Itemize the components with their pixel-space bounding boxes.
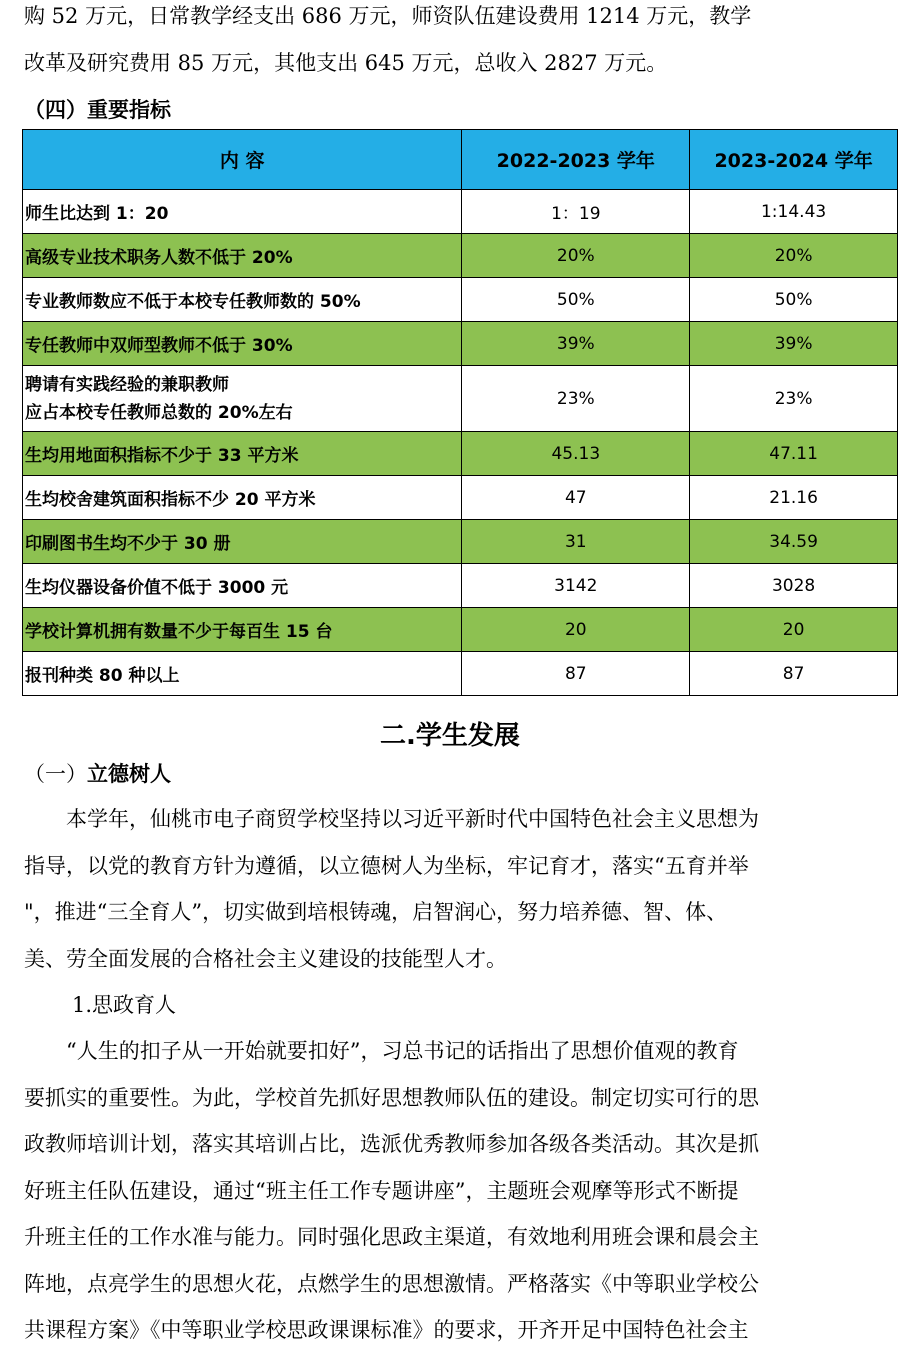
row-value-2023: 20% [690, 234, 898, 278]
row-value-2022: 20% [462, 234, 690, 278]
row-value-2023: 21.16 [690, 476, 898, 520]
row-value-2023: 47.11 [690, 432, 898, 476]
moral-education-paragraph [24, 796, 876, 982]
table-row [23, 608, 898, 652]
row-value-2022: 47 [462, 476, 690, 520]
row-value-2022: 50% [462, 278, 690, 322]
header-year-2022: 2022-2023 学年 [462, 130, 690, 190]
table-row [23, 520, 898, 564]
paragraph-line: 共课程方案》《中等职业学校思政课课标准》的要求，开齐开足中国特色社会主 [24, 1318, 749, 1342]
table-header-row [23, 130, 898, 190]
section-four-heading: （四）重要指标 [24, 98, 171, 122]
row-value-2023: 23% [690, 366, 898, 432]
row-value-2022: 31 [462, 520, 690, 564]
row-value-2023: 20 [690, 608, 898, 652]
row-label: 生均校舍建筑面积指标不少 20 平方米 [23, 476, 462, 520]
row-value-2022: 20 [462, 608, 690, 652]
table-row [23, 234, 898, 278]
key-indicators-table [22, 129, 898, 696]
intro-paragraph [24, 0, 876, 86]
header-content: 内 容 [23, 130, 462, 190]
ideological-education-paragraph [24, 1028, 876, 1354]
row-label: 高级专业技术职务人数不低于 20% [23, 234, 462, 278]
row-label: 生均仪器设备价值不低于 3000 元 [23, 564, 462, 608]
section-two-heading: 二.学生发展 [380, 721, 520, 751]
row-value-2022: 45.13 [462, 432, 690, 476]
intro-line: 改革及研究费用 85 万元，其他支出 645 万元，总收入 2827 万元。 [24, 50, 668, 75]
paragraph-line: “人生的扣子从一开始就要扣好”，习总书记的话指出了思想价值观的教育 [66, 1039, 739, 1063]
row-value-2023: 87 [690, 652, 898, 696]
paragraph-line: "，推进“三全育人”，切实做到培根铸魂，启智润心，努力培养德、智、体、 [24, 900, 728, 924]
row-label-line: 应占本校专任教师总数的 20%左右 [25, 402, 293, 423]
intro-line: 购 52 万元，日常教学经支出 686 万元，师资队伍建设费用 1214 万元，教学 [24, 4, 752, 28]
subsection-one-heading [24, 758, 171, 788]
table-row [23, 278, 898, 322]
table-row [23, 652, 898, 696]
paragraph-line: 指导，以党的教育方针为遵循，以立德树人为坐标，牢记育才，落实“五育并举 [24, 853, 749, 878]
row-label: 生均用地面积指标不少于 33 平方米 [23, 432, 462, 476]
row-label: 报刊种类 80 种以上 [23, 652, 462, 696]
paragraph-line: 要抓实的重要性。为此，学校首先抓好思想教师队伍的建设。制定切实可行的思 [24, 1085, 759, 1110]
paragraph-line: 升班主任的工作水准与能力。同时强化思政主渠道，有效地利用班会课和晨会主 [24, 1225, 759, 1249]
row-label-line: 聘请有实践经验的兼职教师 [25, 374, 229, 395]
subsection-one-title: 立德树人 [87, 762, 171, 786]
row-value-2022: 23% [462, 366, 690, 432]
row-value-2023: 3028 [690, 564, 898, 608]
row-value-2023: 50% [690, 278, 898, 322]
row-value-2023: 1:14.43 [690, 190, 898, 234]
row-value-2022: 3142 [462, 564, 690, 608]
row-label: 师生比达到 1：20 [23, 190, 462, 234]
table-row [23, 190, 898, 234]
paragraph-line: 阵地，点亮学生的思想火花，点燃学生的思想激情。严格落实《中等职业学校公 [24, 1271, 759, 1296]
row-value-2023: 39% [690, 322, 898, 366]
paragraph-line: 本学年，仙桃市电子商贸学校坚持以习近平新时代中国特色社会主义思想为 [66, 807, 759, 831]
row-value-2022: 39% [462, 322, 690, 366]
row-value-2022: 1：19 [462, 190, 690, 234]
paragraph-line: 美、劳全面发展的合格社会主义建设的技能型人才。 [24, 946, 507, 971]
row-label: 学校计算机拥有数量不少于每百生 15 台 [23, 608, 462, 652]
subsection-one-prefix: （一） [24, 762, 87, 786]
table-row [23, 564, 898, 608]
row-label: 专业教师数应不低于本校专任教师数的 50% [23, 278, 462, 322]
table-row [23, 432, 898, 476]
paragraph-line: 好班主任队伍建设，通过“班主任工作专题讲座”，主题班会观摩等形式不断提 [24, 1178, 739, 1203]
row-label: 印刷图书生均不少于 30 册 [23, 520, 462, 564]
row-value-2022: 87 [462, 652, 690, 696]
sub-point-heading: 1.思政育人 [72, 993, 177, 1017]
header-year-2023: 2023-2024 学年 [690, 130, 898, 190]
row-label: 专任教师中双师型教师不低于 30% [23, 322, 462, 366]
table-row [23, 322, 898, 366]
paragraph-line: 政教师培训计划，落实其培训占比，选派优秀教师参加各级各类活动。其次是抓 [24, 1132, 759, 1156]
row-label [23, 366, 462, 432]
table-row [23, 366, 898, 432]
table-row [23, 476, 898, 520]
row-value-2023: 34.59 [690, 520, 898, 564]
